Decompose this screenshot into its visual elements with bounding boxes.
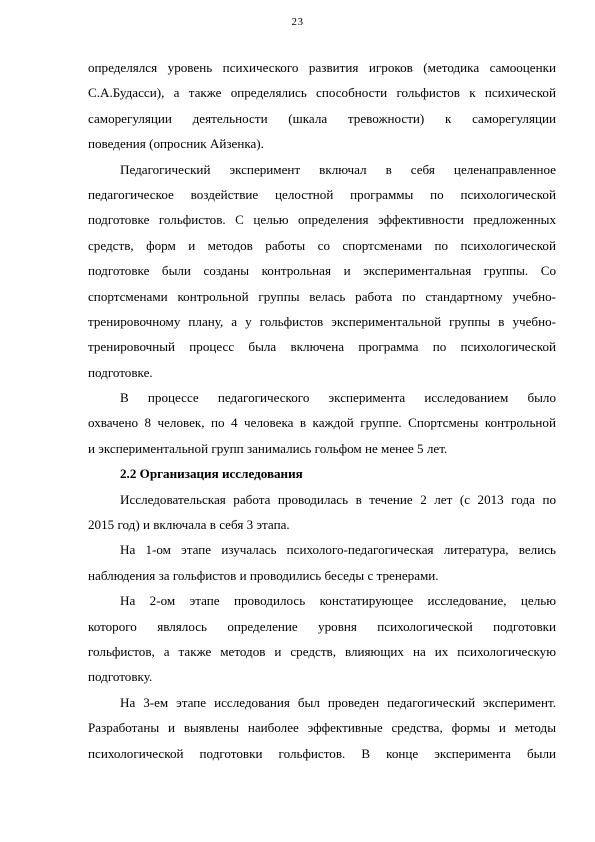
text-line: которого являлось определение уровня психологической подготовки <box>88 618 556 634</box>
text-line: подготовке были созданы контрольная и экспериментальная группы. Со <box>88 263 556 279</box>
text-line: наблюдения за гольфистов и проводились беседы с тренерами. <box>88 567 439 583</box>
page-number: 23 <box>291 16 304 28</box>
text-line: В процессе педагогического эксперимента исследованием было <box>120 390 556 406</box>
section-heading: 2.2 Организация исследования <box>120 466 303 482</box>
text-line: средств, форм и методов работы со спортсменами по психологической <box>88 237 556 253</box>
text-line: Разработаны и выявлены наиболее эффективные средства, формы и методы <box>88 720 556 736</box>
text-line: охвачено 8 человек, по 4 человека в каждой группе. Спортсмены контрольной <box>88 415 556 431</box>
text-line: гольфистов, а также методов и средств, влияющих на их психологическую <box>88 643 556 659</box>
text-line: спортсменами контрольной группы велась работа по стандартному учебно- <box>88 288 556 304</box>
text-line: На 3-ем этапе исследования был проведен педагогический эксперимент. <box>120 694 556 710</box>
text-line: С.А.Будасси), а также определялись способности гольфистов к психической <box>88 85 556 101</box>
text-line: Педагогический эксперимент включал в себя целенаправленное <box>120 161 556 177</box>
text-line: тренировочному плану, а у гольфистов экспериментальной группы в учебно- <box>88 313 556 329</box>
text-line: 2015 год) и включала в себя 3 этапа. <box>88 517 290 533</box>
text-line: Исследовательская работа проводилась в течение 2 лет (с 2013 года по <box>120 491 556 507</box>
text-line: тренировочный процесс была включена программа по психологической <box>88 339 556 355</box>
text-line: и экспериментальной групп занимались гольфом не менее 5 лет. <box>88 440 448 456</box>
body-text <box>88 55 556 766</box>
text-line: подготовке гольфистов. С целью определения эффективности предложенных <box>88 212 556 228</box>
text-line: педагогическое воздействие целостной программы по психологической <box>88 186 556 202</box>
text-line: саморегуляции деятельности (шкала тревожности) к саморегуляции <box>88 110 556 126</box>
text-line: подготовке. <box>88 364 153 380</box>
text-line: определялся уровень психического развития игроков (методика самооценки <box>88 60 556 75</box>
text-line: психологической подготовки гольфистов. В конце эксперимента были <box>88 745 556 761</box>
text-line: На 2-ом этапе проводилось констатирующее исследование, целью <box>120 593 556 609</box>
text-line: подготовку. <box>88 669 153 685</box>
text-line: поведения (опросник Айзенка). <box>88 136 264 152</box>
text-line: На 1-ом этапе изучалась психолого-педагогическая литература, велись <box>120 542 556 558</box>
